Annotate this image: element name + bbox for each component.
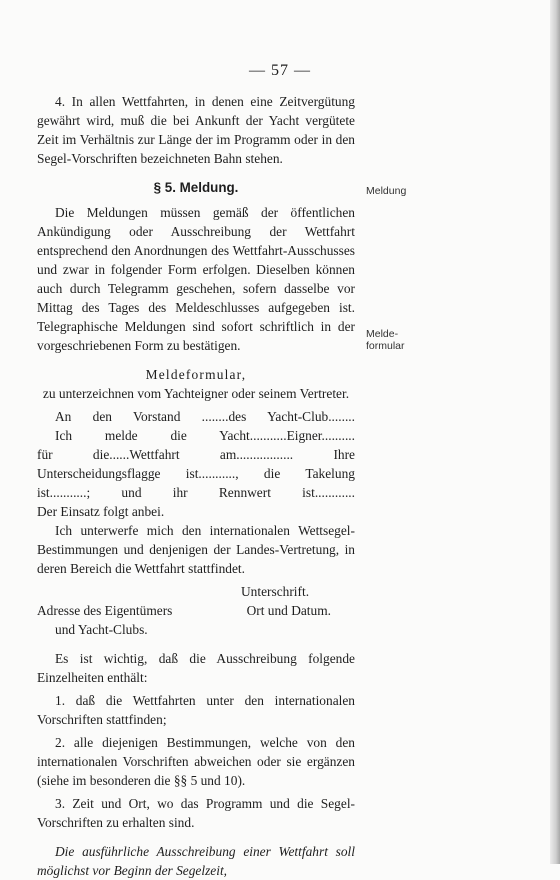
form-subtitle: zu unterzeichnen vom Yachteigner oder seinem Vertreter. [42,386,350,401]
page-edge-shadow [550,0,560,864]
form-title: Meldeformular, [145,367,247,382]
form-line: Der Einsatz folgt anbei. [37,504,165,519]
form-line: für die......Wettfahrt am................. Ihre [37,447,355,462]
signature-label: Unterschrift. [241,584,310,599]
paragraph-4: 4. In allen Wettfahrten, in denen eine Zeitvergütung gewährt wird, muß die bei Ankunft der Yacht vergütete Zeit im Verhältnis zur Länge der im Programm oder in den Segel-Vorschriften bezeichneten Bahn stehen. [37,94,355,166]
wichtig-paragraph: Es ist wichtig, daß die Ausschreibung folgende Einzelheiten enthält: [37,651,355,685]
form-line: An den Vorstand ........des Yacht-Club........ [55,409,355,424]
form-line: ist...........; und ihr Rennwert ist............ [37,485,355,500]
signature-block [37,582,355,639]
list-item: 3. Zeit und Ort, wo das Programm und die Segel-Vorschriften zu erhalten sind. [37,796,355,830]
owner-address-label: Adresse des Eigentümers [37,603,173,618]
italic-paragraph: Die ausführliche Ausschreibung einer Wettfahrt soll möglichst vor Beginn der Segelzeit, [37,844,355,878]
margin-note-meldung: Meldung [366,185,407,197]
submission-paragraph: Ich unterwerfe mich den internationalen Wettsegel-Bestimmungen und denjenigen der Landes-Vertretung, in deren Bereich die Wettfahrt stattfindet. [37,523,355,576]
place-date-label: Ort und Datum. [246,603,331,618]
margin-note-meldeformular: Melde-formular [366,328,405,352]
form-line: Ich melde die Yacht...........Eigner.......... [55,428,355,443]
section-heading: § 5. Meldung. [153,180,239,195]
main-text-column [37,92,355,880]
page-number: — 57 — [249,62,311,79]
yacht-clubs-label: und Yacht-Clubs. [55,622,148,637]
form-lines [37,407,355,521]
list-item: 2. alle diejenigen Bestimmungen, welche von den internationalen Vorschriften abweichen oder sie ergänzen (siehe im besonderen die §§ 5 und 10). [37,735,355,788]
form-line: Unterscheidungsflagge ist..........., die Takelung [37,466,355,481]
list-item: 1. daß die Wettfahrten unter den internationalen Vorschriften stattfinden; [37,693,355,727]
meldung-paragraph: Die Meldungen müssen gemäß der öffentlichen Ankündigung oder Ausschreibung der Wettfahrt entsprechend den Anordnungen des Wettfahrt-Ausschusses und zwar in folgender Form erfolgen. Dieselben können auch durch Telegramm geschehen, sofern dasselbe vor Mittag des Tages des Meldeschlusses aufgegeben ist. Telegraphische Meldungen sind sofort schriftlich in der vorgeschriebenen Form zu bestätigen. [37,205,355,353]
